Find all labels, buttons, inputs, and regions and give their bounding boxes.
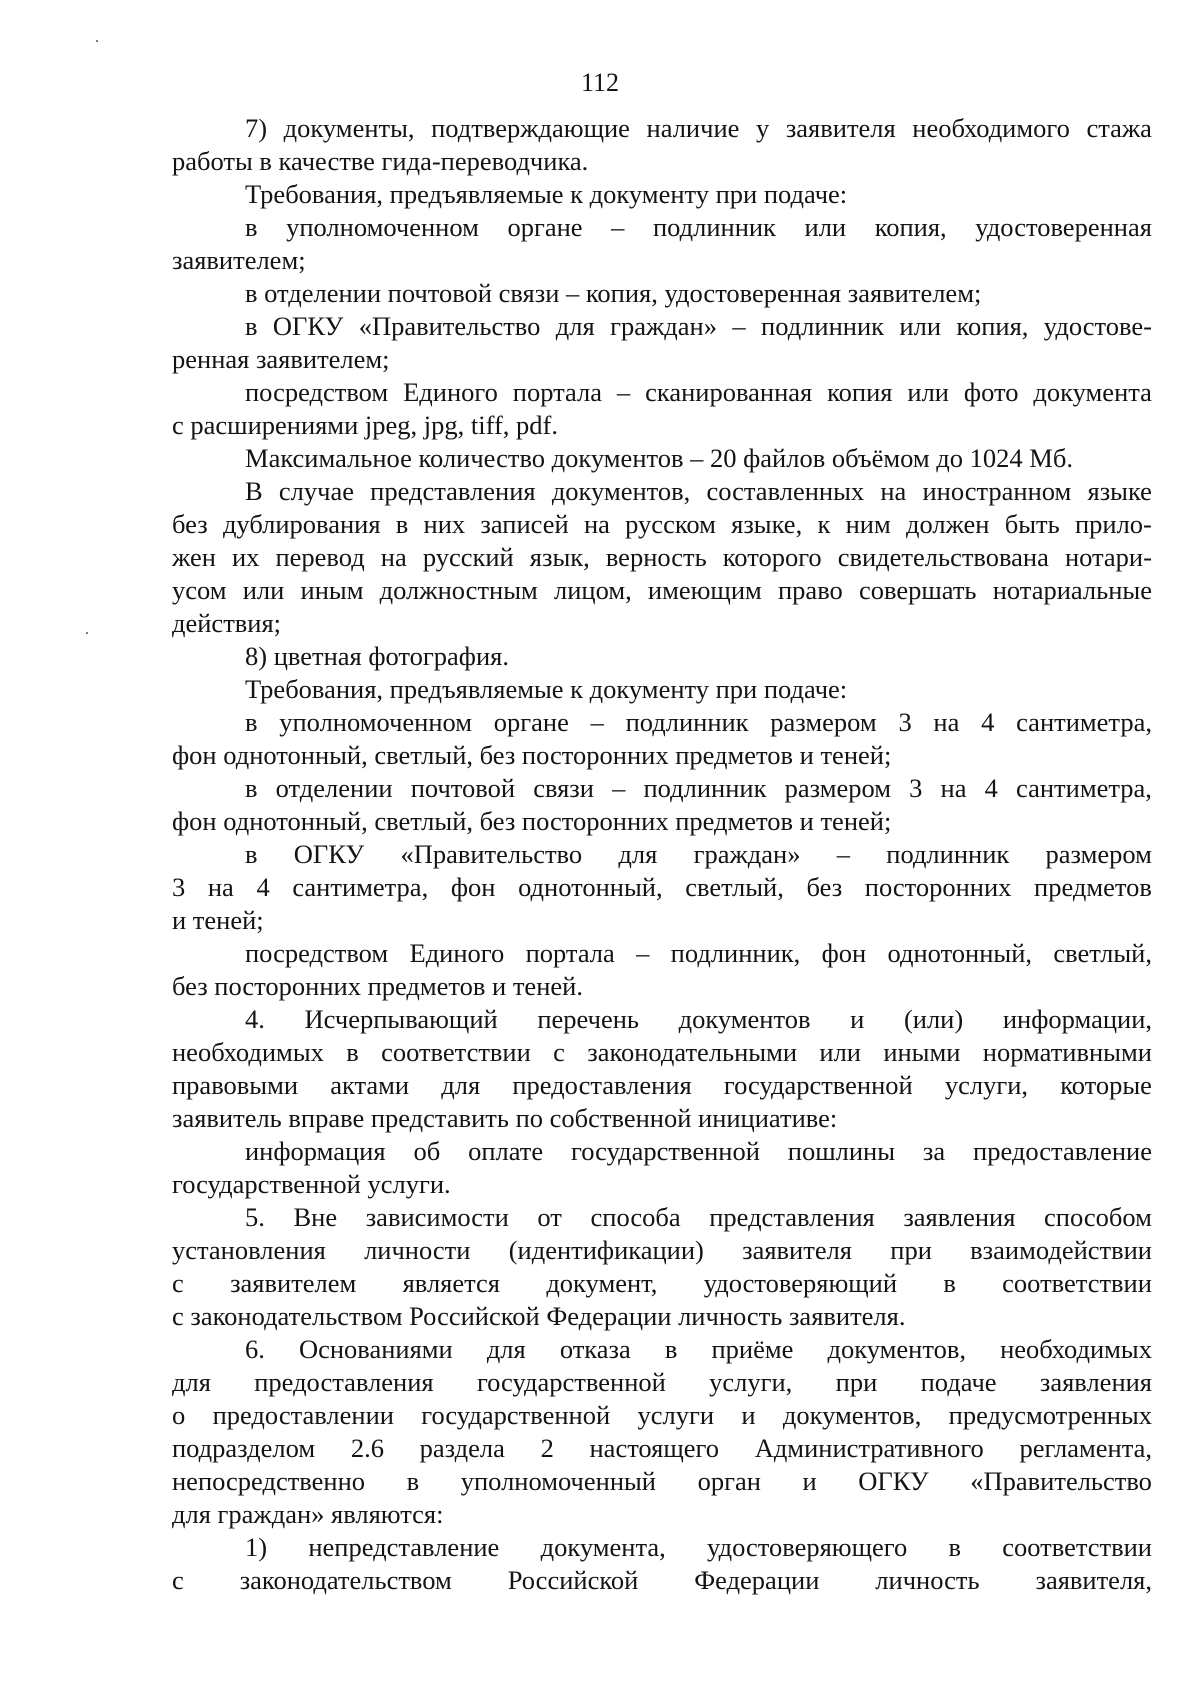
word: представления: [370, 476, 536, 506]
word: ОГКУ: [858, 1466, 929, 1496]
word: 2: [540, 1433, 554, 1463]
word: «Правительство: [970, 1466, 1152, 1496]
word: Единого: [409, 938, 505, 968]
word: на: [583, 509, 610, 539]
word: удостоверенная: [975, 212, 1152, 242]
word: 4: [256, 872, 270, 902]
text-line: [172, 1531, 1152, 1564]
word: предусмотренных: [948, 1400, 1152, 1430]
word: –: [616, 377, 631, 407]
word: необходимых: [172, 1037, 324, 1067]
text-line: заявитель вправе представить по собственной инициативе:: [172, 1103, 838, 1133]
word: законодательством: [239, 1565, 452, 1595]
text-line: с расширениями jpeg, jpg, tiff, pdf.: [172, 410, 558, 440]
text-line: ренная заявителем;: [172, 344, 390, 374]
word: фон: [450, 872, 496, 902]
word: почтовой: [410, 773, 516, 803]
word: с: [172, 1565, 184, 1595]
word: является: [402, 1268, 500, 1298]
word: 3: [909, 773, 923, 803]
word: подлинник: [625, 707, 749, 737]
text-line: [172, 211, 1152, 244]
word: сканированная: [645, 377, 813, 407]
text-line: [172, 1003, 1152, 1036]
word: государственной: [723, 1070, 913, 1100]
text-line: [172, 574, 1152, 607]
word: и: [741, 1400, 756, 1430]
word: заявителя,: [1035, 1565, 1152, 1595]
word: «Правительство: [400, 839, 583, 869]
word: у: [755, 113, 770, 143]
word: посредством: [245, 938, 389, 968]
text-line: [172, 1201, 1152, 1234]
word: для: [441, 1070, 481, 1100]
document-body: [172, 112, 1152, 1597]
word: языке: [1087, 476, 1152, 506]
word: Российской: [507, 1565, 639, 1595]
word: ним: [845, 509, 891, 539]
word: личность: [875, 1565, 980, 1595]
word: усом: [172, 575, 227, 605]
word: необходимых: [1000, 1334, 1152, 1364]
word: личности: [364, 1235, 471, 1265]
text-line: для граждан» являются:: [172, 1499, 444, 1529]
word: для: [555, 311, 595, 341]
word: документа,: [540, 1532, 666, 1562]
word: соответствии: [381, 1037, 531, 1067]
word: Федерации: [694, 1565, 820, 1595]
word: орган: [697, 1466, 761, 1496]
word: удостоверяющего: [707, 1532, 908, 1562]
word: иностранном: [922, 476, 1072, 506]
text-line: [172, 1366, 1152, 1399]
word: заявления: [903, 1202, 1016, 1232]
text-line: и теней;: [172, 905, 264, 935]
word: 2.6: [350, 1433, 384, 1463]
word: граждан»: [693, 839, 801, 869]
word: регламента,: [1019, 1433, 1152, 1463]
word: –: [590, 707, 604, 737]
word: информации,: [1002, 1004, 1152, 1034]
word: граждан»: [610, 311, 717, 341]
word: пошлины: [787, 1136, 896, 1166]
text-line: [172, 838, 1152, 871]
word: услуги,: [944, 1070, 1029, 1100]
word: без: [172, 509, 208, 539]
word: государственной: [421, 1400, 611, 1430]
word: уполномоченный: [460, 1466, 656, 1496]
word: непредставление: [308, 1532, 500, 1562]
text-line: действия;: [172, 608, 282, 638]
word: однотонный,: [887, 938, 1033, 968]
text-line: [172, 1135, 1152, 1168]
word: подлинник: [652, 212, 776, 242]
word: «Правительство: [358, 311, 541, 341]
text-line: работы в качестве гида-переводчика.: [172, 146, 589, 176]
word: подтверждающие: [431, 113, 630, 143]
word: наличие: [646, 113, 740, 143]
word: в: [245, 212, 258, 242]
word: В: [245, 476, 263, 506]
text-line: [172, 1069, 1152, 1102]
word: подлинник: [643, 773, 767, 803]
word: сантиметра,: [1016, 707, 1152, 737]
text-line: [172, 706, 1152, 739]
word: их: [231, 542, 260, 572]
text-line: [172, 1399, 1152, 1432]
word: (или): [903, 1004, 964, 1034]
word: размером: [770, 707, 877, 737]
word: услуги,: [709, 1367, 793, 1397]
word: в: [245, 707, 258, 737]
word: посредством: [245, 377, 389, 407]
word: предоставления: [512, 1070, 692, 1100]
word: связи: [533, 773, 594, 803]
word: заявителя: [785, 113, 896, 143]
page-number: 112: [580, 68, 620, 97]
word: верность: [605, 542, 707, 572]
word: –: [636, 938, 650, 968]
word: копия: [827, 377, 893, 407]
word: или: [804, 212, 847, 242]
word: Основаниями: [298, 1334, 453, 1364]
word: предоставление: [973, 1136, 1152, 1166]
word: копия,: [956, 311, 1029, 341]
word: Административного: [754, 1433, 984, 1463]
word: актами: [330, 1070, 410, 1100]
word: русский: [422, 542, 514, 572]
word: в: [948, 1532, 961, 1562]
word: за: [922, 1136, 946, 1166]
text-line: [172, 112, 1152, 145]
text-line: Максимальное количество документов – 20 файлов объёмом до 1024 Мб.: [245, 443, 1073, 473]
word: сантиметра,: [1016, 773, 1152, 803]
word: заявителем: [230, 1268, 357, 1298]
word: ОГКУ: [272, 311, 344, 341]
word: Единого: [403, 377, 498, 407]
word: светлый,: [685, 872, 784, 902]
text-line: без посторонних предметов и теней.: [172, 971, 583, 1001]
word: предоставления: [254, 1367, 434, 1397]
word: подлинник: [761, 311, 885, 341]
word: русском: [625, 509, 716, 539]
word: заявления: [1039, 1367, 1152, 1397]
word: 1): [245, 1532, 268, 1562]
word: и: [802, 1466, 817, 1496]
word: соответствии: [1002, 1268, 1152, 1298]
word: документов,: [551, 476, 691, 506]
text-line: заявителем;: [172, 245, 306, 275]
word: нормативными: [982, 1037, 1152, 1067]
word: фото: [963, 377, 1019, 407]
word: на: [940, 773, 967, 803]
text-line: [172, 1036, 1152, 1069]
word: жен: [172, 542, 216, 572]
word: размером: [1045, 839, 1152, 869]
word: от: [537, 1202, 562, 1232]
word: подлинник: [886, 839, 1010, 869]
word: или: [819, 1037, 861, 1067]
word: документы,: [283, 113, 415, 143]
word: перевод: [275, 542, 365, 572]
text-line: [172, 1333, 1152, 1366]
word: портала: [512, 377, 603, 407]
word: установления: [172, 1235, 326, 1265]
word: для: [618, 839, 658, 869]
word: информация: [245, 1136, 386, 1166]
word: способом: [1044, 1202, 1152, 1232]
text-line: государственной услуги.: [172, 1169, 451, 1199]
word: –: [612, 773, 626, 803]
word: лицом,: [553, 575, 632, 605]
word: к: [817, 509, 831, 539]
word: портала: [525, 938, 615, 968]
word: которого: [722, 542, 822, 572]
word: удостоверяющий: [703, 1268, 898, 1298]
word: в: [245, 839, 258, 869]
word: документов,: [827, 1334, 966, 1364]
word: законодательными: [587, 1037, 798, 1067]
text-line: [172, 310, 1152, 343]
text-line: фон однотонный, светлый, без посторонних предметов и теней;: [172, 806, 892, 836]
word: и: [850, 1004, 865, 1034]
word: Вне: [293, 1202, 338, 1232]
word: нотари-: [1064, 542, 1152, 572]
word: фон: [821, 938, 867, 968]
text-line: [172, 1465, 1152, 1498]
text-line: [172, 475, 1152, 508]
word: взаимодействии: [970, 1235, 1152, 1265]
word: органе: [507, 212, 583, 242]
word: перечень: [537, 1004, 639, 1034]
word: на: [880, 476, 907, 506]
word: размером: [784, 773, 892, 803]
word: имеющим: [647, 575, 762, 605]
word: нотариальные: [992, 575, 1152, 605]
word: раздела: [419, 1433, 505, 1463]
text-line: [172, 1234, 1152, 1267]
word: в: [245, 773, 258, 803]
word: непосредственно: [172, 1466, 366, 1496]
text-line: [172, 937, 1152, 970]
text-line: 8) цветная фотография.: [245, 641, 509, 671]
word: составленных: [706, 476, 865, 506]
word: органе: [493, 707, 569, 737]
word: документ,: [546, 1268, 658, 1298]
text-line: фон однотонный, светлый, без посторонних предметов и теней;: [172, 740, 892, 770]
word: документа: [1033, 377, 1152, 407]
word: или: [899, 311, 942, 341]
word: ОГКУ: [293, 839, 365, 869]
scan-speck: [96, 40, 98, 42]
text-line: Требования, предъявляемые к документу при подаче:: [245, 674, 848, 704]
word: в: [395, 509, 409, 539]
word: для: [172, 1367, 211, 1397]
word: сантиметра,: [292, 872, 429, 902]
word: государственной: [476, 1367, 666, 1397]
word: с: [172, 1268, 184, 1298]
word: при: [835, 1367, 878, 1397]
word: язык,: [529, 542, 590, 572]
word: в: [406, 1466, 420, 1496]
word: на: [380, 542, 407, 572]
word: однотонный,: [518, 872, 663, 902]
word: отказа: [559, 1334, 631, 1364]
text-line: в отделении почтовой связи – копия, удостоверенная заявителем;: [245, 278, 982, 308]
word: без: [806, 872, 843, 902]
word: соответствии: [1002, 1532, 1152, 1562]
word: 6.: [245, 1334, 265, 1364]
word: 7): [245, 113, 268, 143]
word: Исчерпывающий: [304, 1004, 498, 1034]
word: способа: [590, 1202, 681, 1232]
word: (идентификации): [508, 1235, 704, 1265]
word: совершать: [858, 575, 977, 605]
word: языке,: [731, 509, 803, 539]
word: для: [486, 1334, 526, 1364]
text-line: [172, 772, 1152, 805]
word: светлый,: [1053, 938, 1152, 968]
text-line: [172, 541, 1152, 574]
word: 3: [898, 707, 912, 737]
word: быть: [1004, 509, 1060, 539]
word: на: [933, 707, 960, 737]
word: которые: [1060, 1070, 1152, 1100]
word: должностным: [379, 575, 538, 605]
word: представления: [709, 1202, 875, 1232]
word: них: [423, 509, 466, 539]
word: 3: [172, 872, 186, 902]
word: об: [413, 1136, 441, 1166]
word: случае: [278, 476, 354, 506]
word: 5.: [245, 1202, 265, 1232]
word: правовыми: [172, 1070, 299, 1100]
word: настоящего: [589, 1433, 719, 1463]
text-line: [172, 376, 1152, 409]
word: заявителя: [742, 1235, 852, 1265]
scan-speck: [86, 632, 88, 634]
word: в: [346, 1037, 359, 1067]
word: или: [242, 575, 285, 605]
word: право: [778, 575, 843, 605]
word: иными: [883, 1037, 961, 1067]
word: документов: [678, 1004, 811, 1034]
text-line: [172, 1432, 1152, 1465]
word: предоставлении: [212, 1400, 394, 1430]
text-line: [172, 1267, 1152, 1300]
word: дублирования: [222, 509, 381, 539]
word: с: [553, 1037, 565, 1067]
text-line: [172, 508, 1152, 541]
text-line: Требования, предъявляемые к документу при подаче:: [245, 179, 848, 209]
word: иным: [300, 575, 364, 605]
word: подразделом: [172, 1433, 316, 1463]
word: уполномоченном: [286, 212, 479, 242]
word: подаче: [920, 1367, 997, 1397]
word: в: [664, 1334, 678, 1364]
word: 4.: [245, 1004, 265, 1034]
word: стажа: [1086, 113, 1152, 143]
word: в: [245, 311, 258, 341]
word: или: [907, 377, 949, 407]
word: –: [836, 839, 850, 869]
word: уполномоченном: [279, 707, 473, 737]
text-line: [172, 1564, 1152, 1597]
word: посторонних: [864, 872, 1012, 902]
word: в: [943, 1268, 956, 1298]
word: копия,: [874, 212, 947, 242]
text-line: с законодательством Российской Федерации личность заявителя.: [172, 1301, 906, 1331]
word: –: [732, 311, 746, 341]
word: должен: [905, 509, 990, 539]
word: отделении: [275, 773, 393, 803]
word: подлинник,: [670, 938, 801, 968]
word: 4: [981, 707, 995, 737]
word: на: [207, 872, 234, 902]
word: о: [172, 1400, 186, 1430]
word: удостове-: [1043, 311, 1152, 341]
word: зависимости: [365, 1202, 509, 1232]
word: приёме: [711, 1334, 794, 1364]
word: при: [890, 1235, 932, 1265]
word: услуги: [637, 1400, 715, 1430]
text-line: [172, 871, 1152, 904]
word: оплате: [468, 1136, 544, 1166]
word: свидетельствована: [837, 542, 1049, 572]
word: государственной: [571, 1136, 760, 1166]
word: записей: [480, 509, 569, 539]
word: 4: [984, 773, 998, 803]
word: необходимого: [912, 113, 1070, 143]
word: –: [611, 212, 625, 242]
word: прило-: [1074, 509, 1152, 539]
word: документов,: [782, 1400, 922, 1430]
word: предметов: [1034, 872, 1152, 902]
